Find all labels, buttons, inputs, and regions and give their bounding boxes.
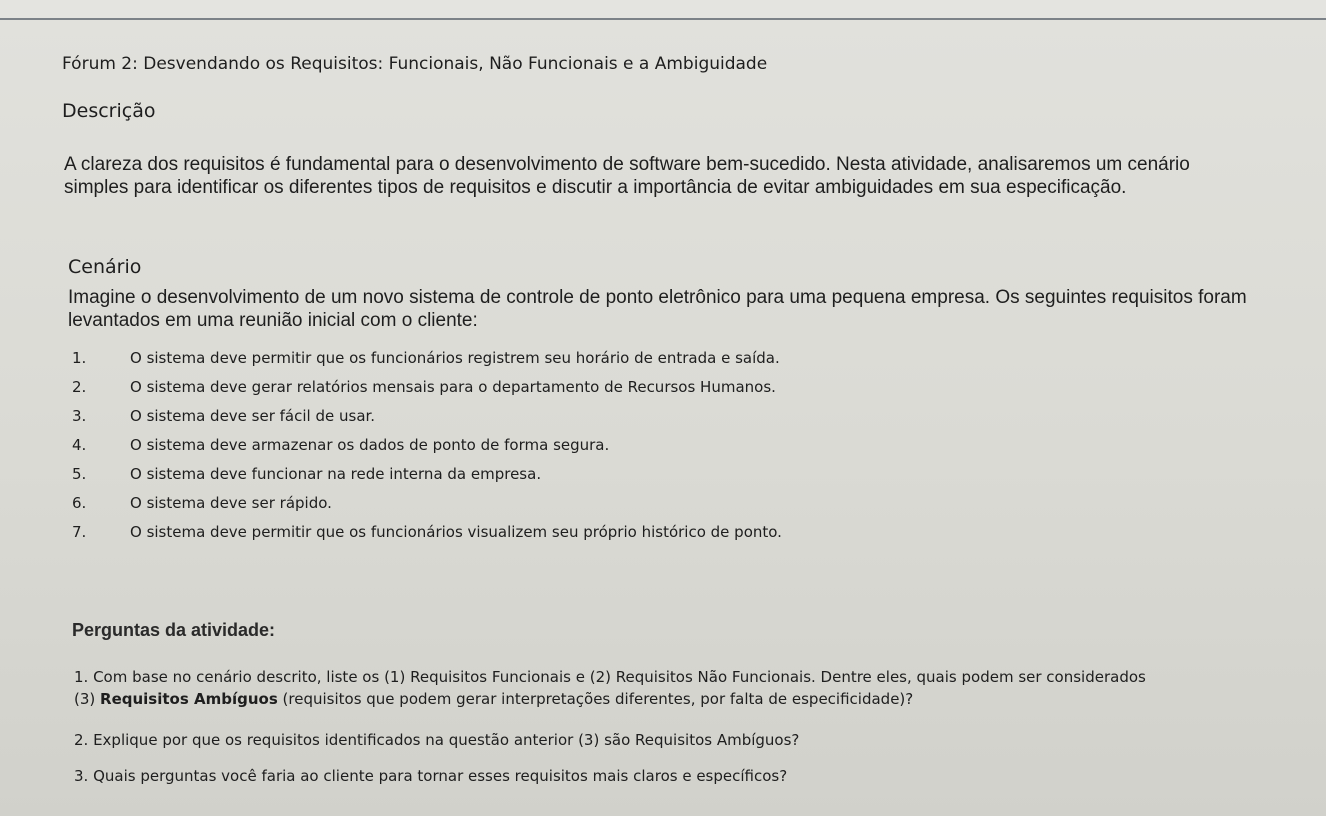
list-item — [72, 465, 782, 494]
list-item-text: O sistema deve funcionar na rede interna da empresa. — [130, 465, 542, 483]
list-item — [72, 494, 782, 523]
question-2: 2. Explique por que os requisitos identificados na questão anterior (3) são Requisitos Ambíguos? — [74, 731, 800, 749]
list-item-number: 7. — [72, 523, 87, 541]
forum-title: Fórum 2: Desvendando os Requisitos: Funcionais, Não Funcionais e a Ambiguidade — [62, 54, 768, 74]
description-line-2: simples para identificar os diferentes tipos de requisitos e discutir a importância de evitar ambiguidades em sua especificação. — [64, 177, 1127, 198]
list-item-number: 5. — [72, 465, 87, 483]
list-item-number: 2. — [72, 378, 87, 396]
list-item-text: O sistema deve ser rápido. — [130, 494, 332, 512]
list-item-text: O sistema deve ser fácil de usar. — [130, 407, 376, 425]
list-item — [72, 407, 782, 436]
scenario-line-1: Imagine o desenvolvimento de um novo sistema de controle de ponto eletrônico para uma pequena empresa. Os seguintes requisitos foram — [68, 287, 1247, 308]
question-1-line-1: 1. Com base no cenário descrito, liste os (1) Requisitos Funcionais e (2) Requisitos Não Funcionais. Dentre eles, quais podem ser considerados — [74, 668, 1146, 686]
list-item — [72, 349, 782, 378]
question-3: 3. Quais perguntas você faria ao cliente para tornar esses requisitos mais claros e específicos? — [74, 767, 788, 785]
list-item — [72, 436, 782, 465]
scenario-line-2: levantados em uma reunião inicial com o cliente: — [68, 310, 478, 331]
list-item-number: 6. — [72, 494, 87, 512]
question-1 — [74, 666, 1146, 710]
list-item — [72, 378, 782, 407]
question-1-prefix: (3) — [74, 690, 101, 708]
ambiguous-requirements-term: Requisitos Ambíguos — [100, 690, 278, 708]
list-item-text: O sistema deve permitir que os funcionários registrem seu horário de entrada e saída. — [130, 349, 780, 367]
list-item-number: 3. — [72, 407, 87, 425]
description-line-1: A clareza dos requisitos é fundamental para o desenvolvimento de software bem-sucedido. Nesta atividade, analisaremos um cenário — [64, 154, 1190, 175]
description-heading: Descrição — [62, 100, 156, 122]
list-item-text: O sistema deve gerar relatórios mensais para o departamento de Recursos Humanos. — [130, 378, 776, 396]
list-item-number: 4. — [72, 436, 87, 454]
list-item — [72, 523, 782, 552]
scenario-paragraph — [68, 286, 1326, 332]
list-item-text: O sistema deve armazenar os dados de ponto de forma segura. — [130, 436, 610, 454]
list-item-text: O sistema deve permitir que os funcionários visualizem seu próprio histórico de ponto. — [130, 523, 782, 541]
question-1-line-2 — [74, 688, 1146, 710]
description-paragraph — [64, 153, 1326, 199]
browser-top-edge — [0, 0, 1326, 20]
list-item-number: 1. — [72, 349, 87, 367]
question-1-suffix: (requisitos que podem gerar interpretações diferentes, por falta de especificidade)? — [277, 690, 914, 708]
requirements-list — [72, 349, 782, 552]
scenario-heading: Cenário — [68, 256, 142, 278]
questions-heading: Perguntas da atividade: — [72, 620, 276, 640]
